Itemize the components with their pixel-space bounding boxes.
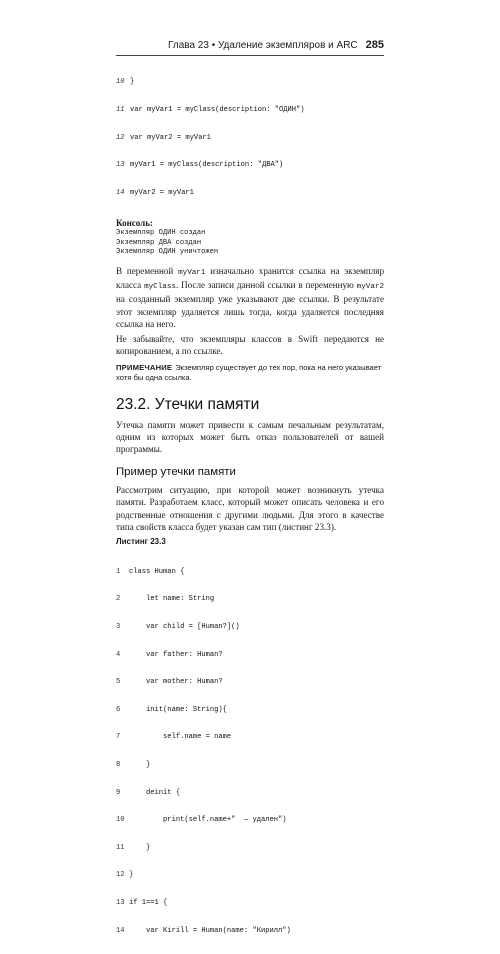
code-line [116, 761, 384, 770]
line-number: 12 [116, 871, 125, 880]
code-text: } [129, 761, 151, 770]
code-line [116, 595, 384, 604]
line-number: 10 [116, 816, 125, 825]
console-line: Экземпляр ОДИН создан [116, 229, 206, 238]
code-text: self.name = name [129, 733, 232, 742]
code-line [116, 871, 384, 880]
chapter-title: Глава 23 • Удаление экземпляров и ARC [168, 40, 358, 51]
code-text: print(self.name+" — удален") [129, 816, 287, 825]
line-number: 11 [116, 106, 125, 115]
line-number: 8 [116, 761, 121, 770]
line-number: 4 [116, 650, 121, 659]
code-text: var myVar1 = myClass(description: "ОДИН") [130, 106, 305, 115]
code-line [116, 678, 384, 687]
text-run: . После записи данной ссылки в переменную [175, 280, 357, 291]
code-text: var father: Human? [129, 650, 223, 659]
code-text: init(name: String){ [129, 705, 227, 714]
line-number: 14 [116, 188, 125, 197]
line-number: 13 [116, 899, 125, 908]
header-rule [116, 55, 384, 56]
line-number: 13 [116, 161, 125, 170]
code-line [116, 106, 384, 115]
code-line [116, 706, 384, 715]
code-fragment [116, 60, 384, 216]
code-text: var child = [Human?]() [129, 622, 240, 631]
code-line [116, 623, 384, 632]
line-number: 2 [116, 595, 121, 604]
line-number: 7 [116, 733, 121, 742]
code-line [116, 568, 384, 577]
code-line [116, 816, 384, 825]
code-line [116, 651, 384, 660]
inline-code: myVar1 [178, 268, 206, 277]
listing-code [116, 549, 384, 954]
code-line [116, 733, 384, 742]
line-number: 1 [116, 567, 121, 576]
line-number: 14 [116, 926, 125, 935]
inline-code: myClass [144, 283, 176, 292]
code-text: } [129, 843, 151, 852]
line-number: 12 [116, 133, 125, 142]
code-line [116, 789, 384, 798]
code-text: myVar1 = myClass(description: "ДВА") [130, 161, 284, 170]
line-number: 9 [116, 788, 121, 797]
paragraph-references [116, 265, 384, 331]
text-run: изначально хранится ссылка на экземпляр класса [116, 265, 384, 291]
page-number: 285 [365, 39, 384, 51]
code-line [116, 844, 384, 853]
line-number: 10 [116, 78, 125, 87]
code-text: class Human { [129, 567, 185, 576]
listing-title: Листинг 23.3 [116, 537, 166, 547]
code-text: deinit { [129, 788, 181, 797]
running-header [116, 39, 384, 53]
note-block [116, 363, 384, 383]
line-number: 6 [116, 705, 121, 714]
code-line [116, 161, 384, 170]
line-number: 11 [116, 843, 125, 852]
code-text: myVar2 = myVar1 [130, 188, 194, 197]
code-text: let name: String [129, 595, 215, 604]
code-text: if 1==1 { [129, 899, 168, 908]
console-line: Экземпляр ОДИН уничтожен [116, 248, 219, 257]
code-text: var Kirill = Human(name: "Кирилл") [129, 926, 291, 935]
line-number: 3 [116, 622, 121, 631]
subsection-paragraph: Рассмотрим ситуацию, при которой может возникнуть утечка памяти. Разработаем класс, который может описать человека и его родственные отношения с другими людьми. Для этого в качестве типа свойств класса будет указан сам тип (листинг 23.3). [116, 484, 384, 532]
code-line [116, 134, 384, 143]
code-text: } [130, 78, 135, 87]
page-body [116, 60, 384, 954]
code-text: var myVar2 = myVar1 [130, 133, 211, 142]
section-title: 23.2. Утечки памяти [116, 395, 260, 413]
console-output [116, 229, 384, 257]
code-line [116, 927, 384, 936]
note-text: Экземпляр существует до тех пор, пока на него указывает хотя бы одна ссылка. [116, 362, 382, 382]
code-line [116, 78, 384, 87]
section-paragraph: Утечка памяти может привести к самым печальным результатам, одним из которых может быть отказ пользователей от вашей программы. [116, 419, 384, 455]
note-label: ПРИМЕЧАНИЕ [116, 362, 173, 372]
inline-code: myVar2 [356, 283, 384, 292]
code-line [116, 899, 384, 908]
code-text: } [129, 871, 134, 880]
text-run: В переменной [116, 265, 179, 276]
console-line: Экземпляр ДВА создан [116, 238, 202, 247]
line-number: 5 [116, 678, 121, 687]
paragraph-copy-semantics: Не забывайте, что экземпляры классов в Swift передаются не копированием, а по ссылке. [116, 333, 384, 357]
subsection-title: Пример утечки памяти [116, 465, 236, 478]
code-line [116, 189, 384, 198]
text-run: на созданный экземпляр уже указывают две ссылки. В результате этот экземпляр удаляется лишь тогда, когда удаляется последняя ссылка на него. [116, 294, 384, 330]
console-heading: Консоль: [116, 218, 153, 229]
code-text: var mother: Human? [129, 678, 223, 687]
